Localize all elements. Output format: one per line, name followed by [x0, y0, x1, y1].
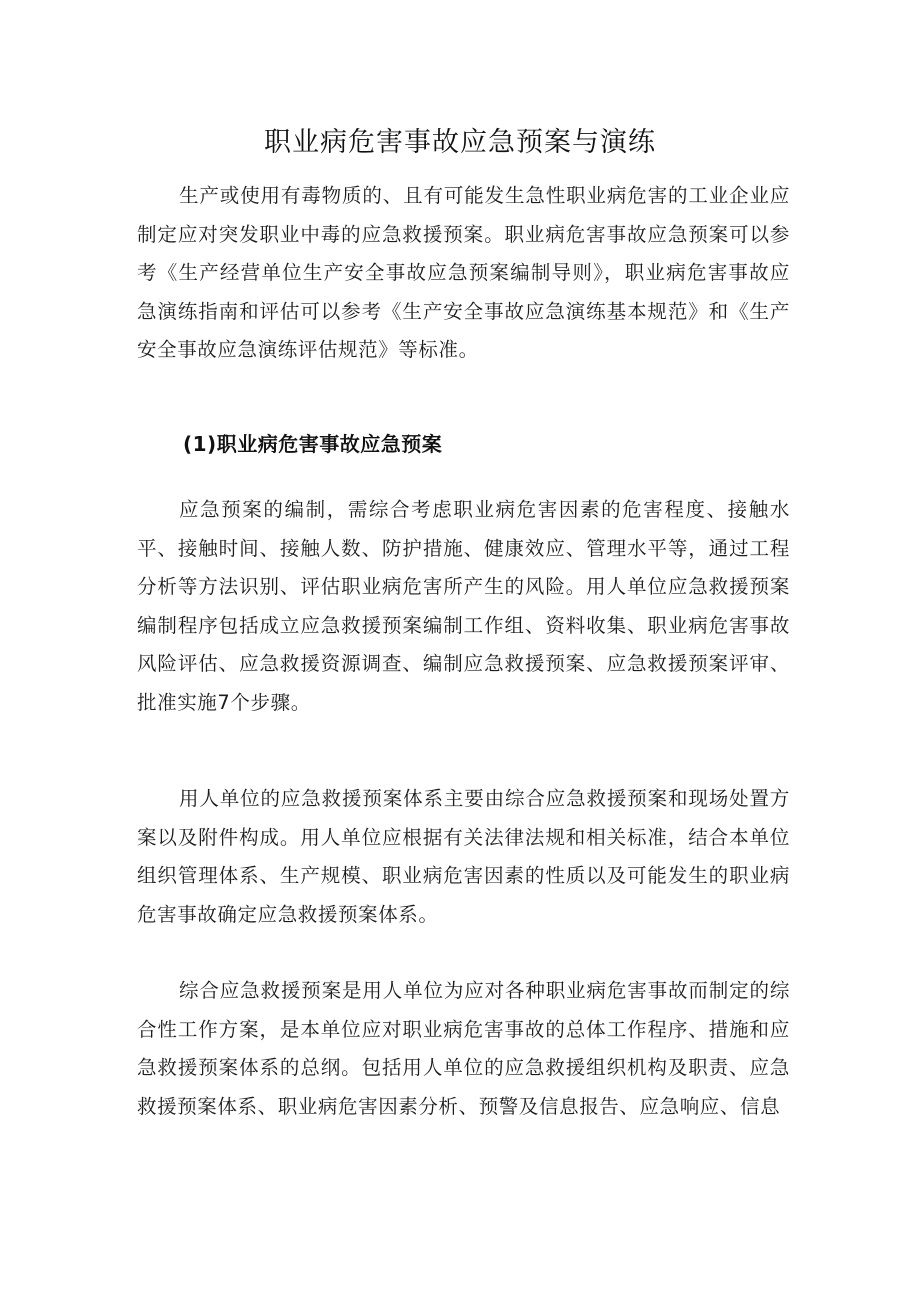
section-heading: (1)职业病危害事故应急预案 — [183, 432, 443, 456]
paragraph-intro: 生产或使用有毒物质的、且有可能发生急性职业病危害的工业企业应制定应对突发职业中毒的应急救援预案。职业病危害事故应急预案可以参考《生产经营单位生产安全事故应急预案编制导则》，职业病危害事故应急演练指南和评估可以参考《生产安全事故应急演练基本规范》和《生产安全事故应急演练评估规范》等标准。 — [137, 184, 790, 361]
document-title: 职业病危害事故应急预案与演练 — [264, 127, 656, 158]
paragraph-plan-preparation: 应急预案的编制，需综合考虑职业病危害因素的危害程度、接触水平、接触时间、接触人数、防护措施、健康效应、管理水平等，通过工程分析等方法识别、评估职业病危害所产生的风险。用人单位应急救援预案编制程序包括成立应急救援预案编制工作组、资料收集、职业病危害事故风险评估、应急救援资源调查、编制应急救援预案、应急救援预案评审、批准实施7个步骤。 — [137, 498, 790, 714]
paragraph-plan-system: 用人单位的应急救援预案体系主要由综合应急救援预案和现场处置方案以及附件构成。用人单位应根据有关法律法规和相关标准，结合本单位组织管理体系、生产规模、职业病危害因素的性质以及可能发生的职业病危害事故确定应急救援预案体系。 — [137, 787, 790, 926]
paragraph-comprehensive-plan: 综合应急救援预案是用人单位为应对各种职业病危害事故而制定的综合性工作方案，是本单位应对职业病危害事故的总体工作程序、措施和应急救援预案体系的总纲。包括用人单位的应急救援组织机构及职责、应急救援预案体系、职业病危害因素分析、预警及信息报告、应急响应、信息 — [137, 979, 790, 1118]
